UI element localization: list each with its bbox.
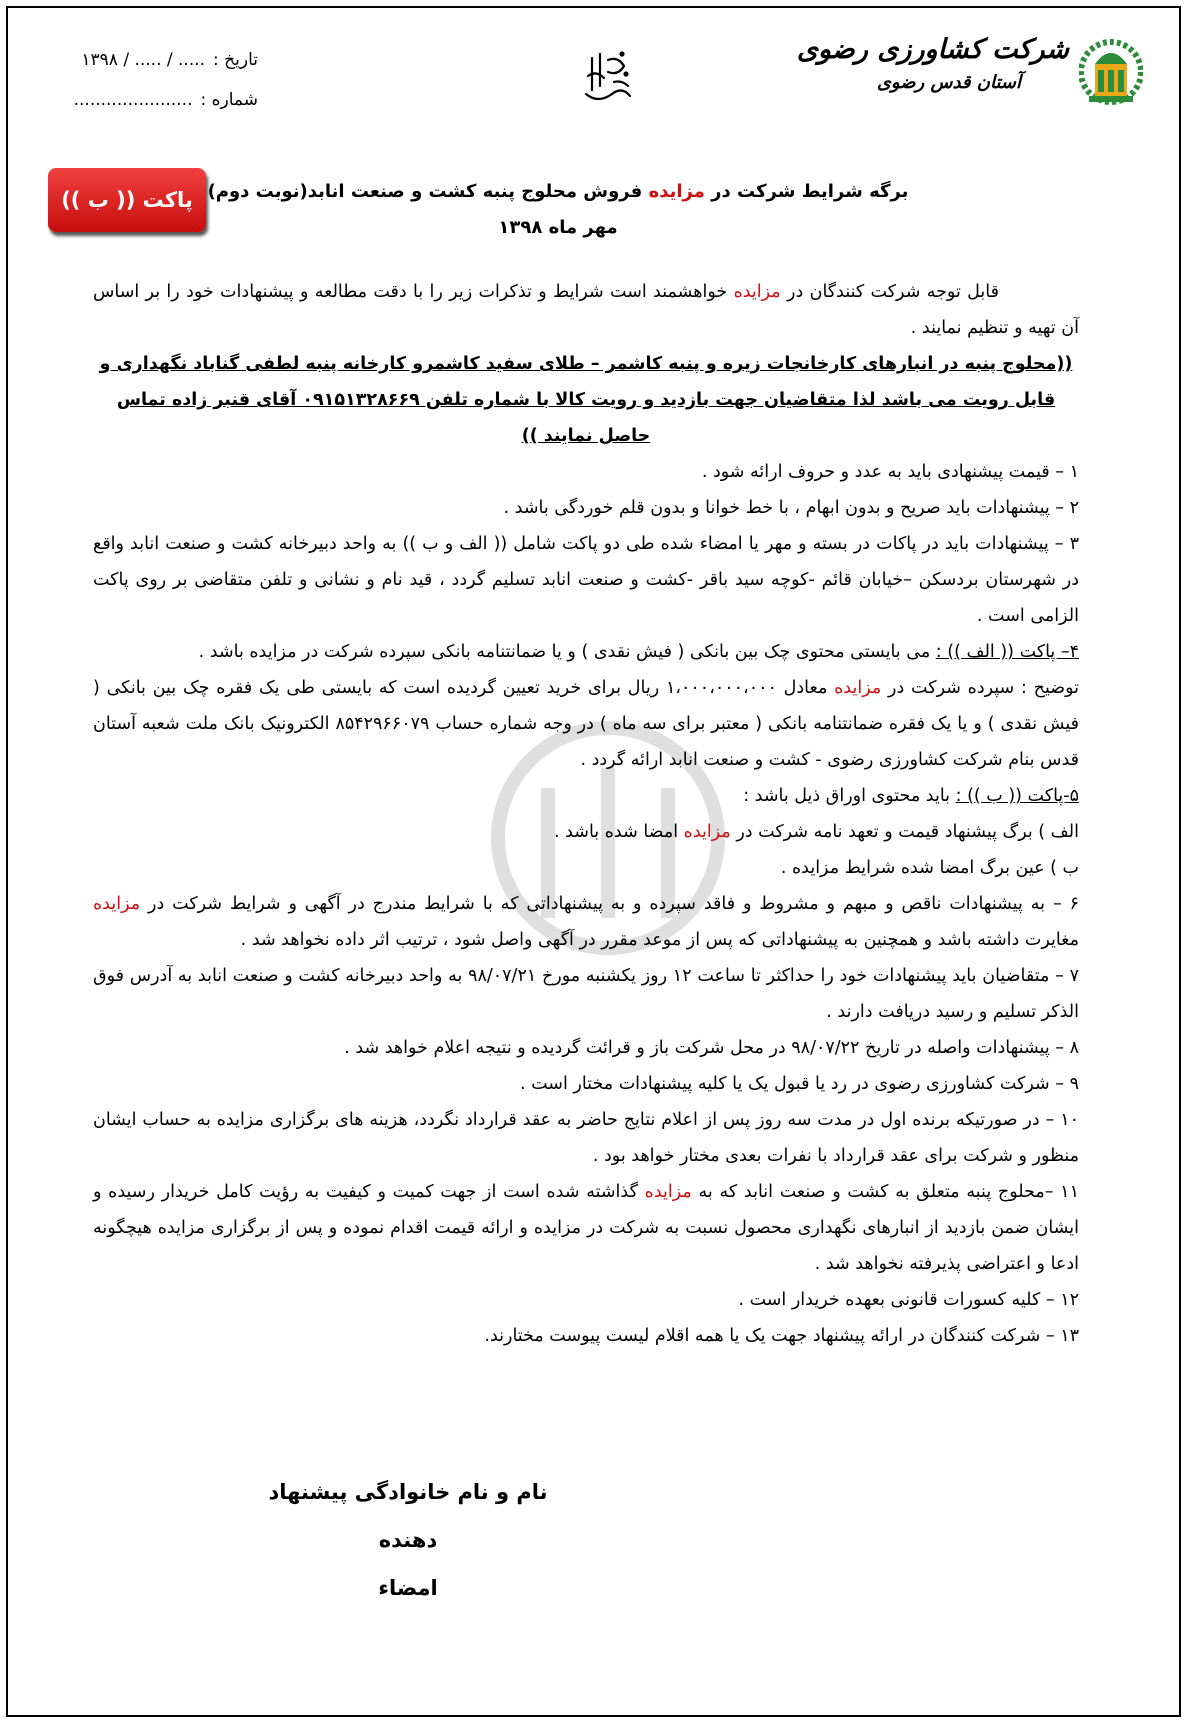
- clause-4-note: [93, 670, 1079, 778]
- notice-paragraph: ((محلوج پنبه در انبارهای کارخانجات زیره و پنبه کاشمر – طلای سفید کاشمرو کارخانه پنبه لطفی گناباد نگهداری و قابل رویت می باشد لذا متقاضیان جهت بازدید و رویت کالا با شماره تلفن ۰۹۱۵۱۳۲۸۶۶۹ آقای قنبر زاده تماس حاصل نمایند )): [99, 354, 1073, 446]
- note-highlight: مزایده: [834, 678, 882, 698]
- company-heading: [797, 32, 1069, 98]
- intro-paragraph: [93, 274, 1079, 346]
- document-body: [93, 274, 1079, 1354]
- clause-4-text: می بایستی محتوی چک بین بانکی ( فیش نقدی ) و یا ضمانتنامه بانکی سپرده شرکت در مزایده باشد .: [198, 642, 931, 662]
- title-line-1: [188, 174, 928, 210]
- clause-5a-highlight: مزایده: [683, 822, 731, 842]
- title-highlight: مزایده: [648, 181, 705, 202]
- clause-6: [93, 886, 1079, 958]
- clause-5-label: ۵-پاکت (( ب )) :: [955, 786, 1079, 806]
- number-value: ......................: [73, 90, 193, 110]
- company-parent: آستان قدس رضوی: [876, 72, 1021, 93]
- clause-11-highlight: مزایده: [644, 1182, 692, 1202]
- clause-12: ۱۲ – کلیه کسورات قانونی بعهده خریدار است .: [738, 1290, 1079, 1310]
- packet-badge: پاکت (( ب )): [48, 168, 206, 232]
- bismillah-calligraphy: [578, 46, 638, 108]
- clause-11: [93, 1174, 1079, 1282]
- intro-text: خواهشمند است شرایط و تذکرات زیر را با دقت مطالعه و پیشنهادات خود را بر اساس آن تهیه و تنظیم نمایند .: [93, 282, 1079, 338]
- clause-5: [93, 778, 1079, 814]
- clause-13: ۱۳ – شرکت کنندگان در ارائه پیشنهاد جهت یک یا همه اقلام لیست پیوست مختارند.: [484, 1326, 1079, 1346]
- clause-5a: [93, 814, 1079, 850]
- clause-5a-text: الف ) برگ پیشنهاد قیمت و تعهد نامه شرکت در: [736, 822, 1079, 842]
- note-text: معادل ۱،۰۰۰،۰۰۰،۰۰۰ ریال برای خرید تعیین گردیده است که بایستی طی یک فقره چک بین بانکی ( فیش نقدی ) و یا یک فقره ضمانتنامه بانکی ( معتبر برای سه ماه ) در وجه شماره حساب ۸۵۴۲۹۶۶۰۷۹ الکترونیک بانک ملت شعبه آستان قدس بنام شرکت کشاورزی رضوی - کشت و صنعت انابد ارائه گردد .: [93, 678, 1079, 770]
- document-title: [188, 174, 928, 246]
- clause-2: ۲ – پیشنهادات باید صریح و بدون ابهام ، با خط خوانا و بدون قلم خوردگی باشد .: [503, 498, 1079, 518]
- date-label: تاریخ :: [213, 50, 258, 70]
- clause-10: ۱۰ – در صورتیکه برنده اول در مدت سه روز پس از اعلام نتایج حاضر به عقد قرارداد نگردد، هزینه های برگزاری مزایده به حساب ایشان منظور و شرکت برای عقد قرارداد با نفرات بعدی مختار خواهد بود .: [93, 1110, 1079, 1166]
- document-page: [6, 6, 1181, 1717]
- clause-6-text: ۶ – به پیشنهادات ناقص و مبهم و مشروط و فاقد سپرده و به پیشنهاداتی که با شرایط مندرج در آگهی و شرایط شرکت در: [148, 894, 1079, 914]
- clause-7: ۷ – متقاضیان باید پیشنهادات خود را حداکثر تا ساعت ۱۲ روز یکشنبه مورخ ۹۸/۰۷/۲۱ به واحد دبیرخانه کشت و صنعت انابد به آدرس فوق الذکر تسلیم و رسید دریافت دارند .: [93, 966, 1079, 1022]
- clause-1: ۱ – قیمت پیشنهادی باید به عدد و حروف ارائه شود .: [701, 462, 1079, 482]
- clause-5a-text: امضا شده باشد .: [554, 822, 679, 842]
- signature-block: [248, 1468, 568, 1612]
- title-text: برگه شرایط شرکت در: [711, 181, 909, 202]
- clause-9: ۹ – شرکت کشاورزی رضوی در رد یا قبول یک یا کلیه پیشنهادات مختار است .: [520, 1074, 1079, 1094]
- clause-8: ۸ – پیشنهادات واصله در تاریخ ۹۸/۰۷/۲۲ در محل شرکت باز و قرائت گردیده و نتیجه اعلام خواهد شد .: [344, 1038, 1079, 1058]
- clause-4: [93, 634, 1079, 670]
- date-value: ..... / ..... / ۱۳۹۸: [81, 50, 206, 70]
- clause-11-text: گذاشته شده است از جهت کمیت و کیفیت به رؤیت کامل خریدار رسیده و ایشان ضمن بازدید از انبارهای نگهداری محصول نسبت به شرکت در مزایده و ارائه قیمت اقدام نموده و پس از برگزاری مزایده هیچگونه ادعا و اعتراضی پذیرفته نخواهد شد .: [93, 1182, 1079, 1274]
- date-row: [58, 40, 258, 80]
- title-text: فروش محلوج پنبه کشت و صنعت انابد(نوبت دوم): [207, 181, 643, 202]
- clause-5-text: باید محتوی اوراق ذیل باشد :: [743, 786, 951, 806]
- date-number-block: [58, 40, 258, 120]
- note-text: توضیح : سپرده شرکت در: [888, 678, 1080, 698]
- intro-text: قابل توجه شرکت کنندگان در: [787, 282, 999, 302]
- bidder-name-label: نام و نام خانوادگی پیشنهاد دهنده: [268, 1480, 548, 1552]
- clause-3: ۳ – پیشنهادات باید در پاکات در بسته و مهر یا امضاء شده طی دو پاکت شامل (( الف و ب )) به واحد دبیرخانه کشت و صنعت انابد واقع در شهرستان بردسکن –خیابان قائم -کوچه سید باقر -کشت و صنعت انابد تسلیم گردد ، قید نام و نشانی و تلفن متقاضی بر روی پاکت الزامی است .: [93, 534, 1079, 626]
- clause-4-label: ۴– پاکت (( الف )) :: [935, 642, 1079, 662]
- number-row: [58, 80, 258, 120]
- clause-6-text: مغایرت داشته باشد و همچنین به پیشنهاداتی که پس از موعد مقرر در آگهی واصل شود ، ترتیب اثر داده نخواهد شد .: [240, 930, 1079, 950]
- clause-11-text: ۱۱ –محلوج پنبه متعلق به کشت و صنعت انابد که به: [698, 1182, 1079, 1202]
- company-name: شرکت کشاورزی رضوی: [796, 34, 1069, 65]
- clause-6-highlight: مزایده: [93, 894, 141, 914]
- clause-5b: ب ) عین برگ امضا شده شرایط مزایده .: [780, 858, 1079, 878]
- title-line-2: مهر ماه ۱۳۹۸: [498, 217, 618, 238]
- intro-highlight: مزایده: [733, 282, 781, 302]
- shrine-logo-icon: [1079, 34, 1143, 116]
- number-label: شماره :: [200, 90, 258, 110]
- signature-label: امضاء: [378, 1576, 438, 1600]
